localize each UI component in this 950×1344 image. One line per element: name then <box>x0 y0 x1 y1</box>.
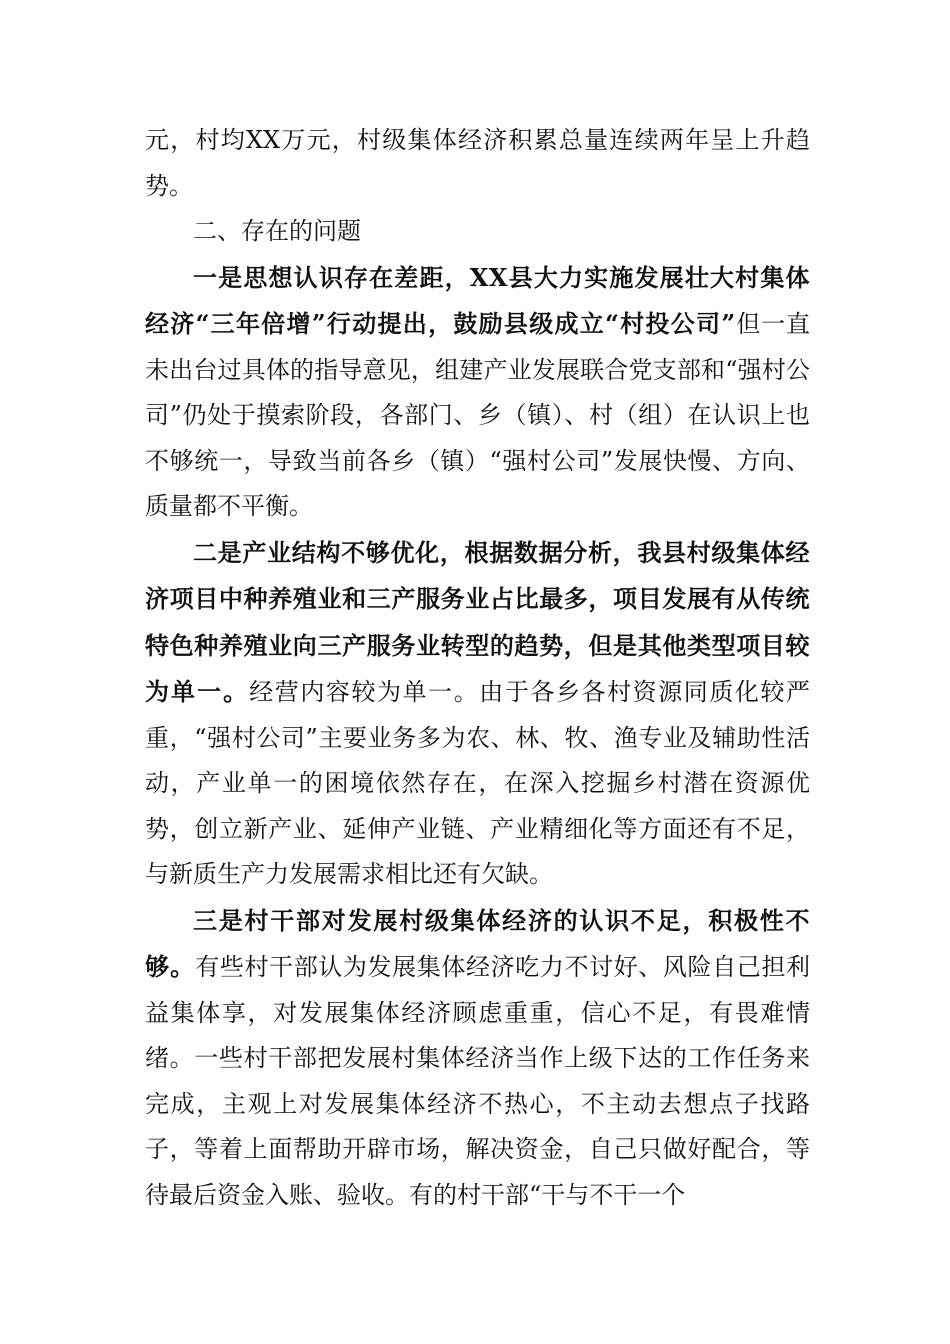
problem-paragraph-2 <box>145 530 810 898</box>
paragraph-continuation: 元，村均XX万元，村级集体经济积累总量连续两年呈上升趋势。 <box>145 126 810 200</box>
section-heading: 二、存在的问题 <box>193 217 361 245</box>
problem-paragraph-3 <box>145 898 810 1219</box>
problem-3-body: 有些村干部认为发展集体经济吃力不讨好、风险自己担利益集体享，对发展集体经济顾虑重重，信心不足，有畏难情绪。一些村干部把发展村集体经济当作上级下达的工作任务来完成，主观上对发展集体经济不热心，不主动去想点子找路子，等着上面帮助开辟市场，解决资金，自己只做好配合，等待最后资金入账、验收。有的村干部“干与不干一个 <box>145 953 811 1209</box>
problem-3-lead: 三是村干部对发展村级集体经济的认识不足，积极性不够。 <box>145 905 810 981</box>
document-body <box>145 118 810 1218</box>
problem-paragraph-1 <box>145 255 810 530</box>
problem-2-body: 经营内容较为单一。由于各乡各村资源同质化较严重，“强村公司”主要业务多为农、林、牧、渔专业及辅助性活动，产业单一的困境依然存在，在深入挖掘乡村潜在资源优势，创立新产业、延伸产业链、产业精细化等方面还有不足，与新质生产力发展需求相比还有欠缺。 <box>145 678 811 888</box>
problem-1-body: 但一直未出台过具体的指导意见，组建产业发展联合党支部和“强村公司”仍处于摸索阶段，各部门、乡（镇）、村（组）在认识上也不够统一，导致当前各乡（镇）“强村公司”发展快慢、方向、质量都不平衡。 <box>145 310 811 520</box>
problem-2-lead: 二是产业结构不够优化，根据数据分析，我县村级集体经济项目中种养殖业和三产服务业占比最多，项目发展有从传统特色种养殖业向三产服务业转型的趋势，但是其他类型项目较为单一。 <box>145 537 810 706</box>
problem-1-lead: 一是思想认识存在差距，XX县大力实施发展壮大村集体经济“三年倍增”行动提出，鼓励县级成立“村投公司” <box>145 262 810 338</box>
